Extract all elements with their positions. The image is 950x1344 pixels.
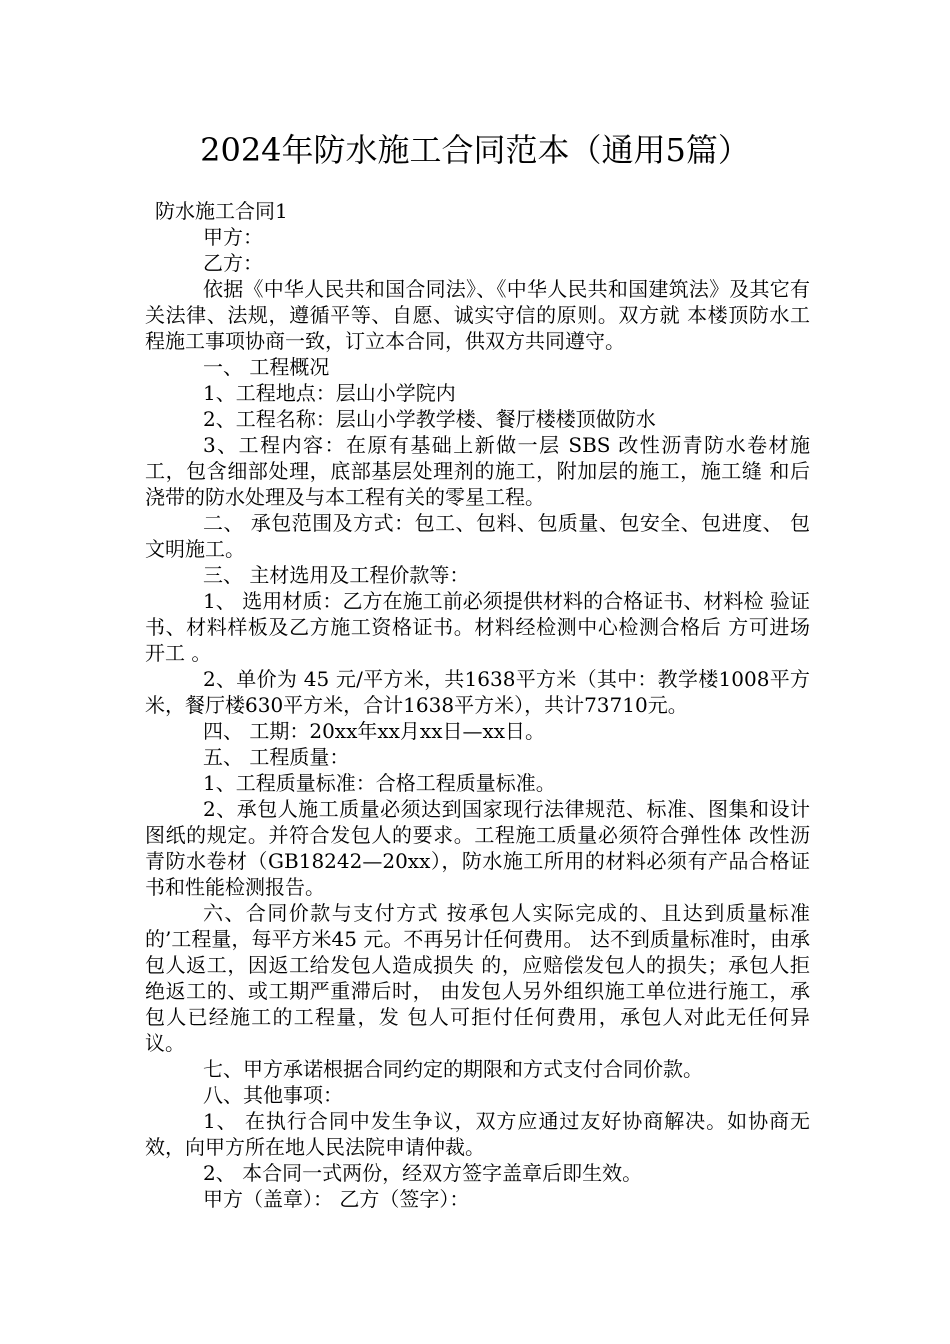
- party-b-line: 乙方：: [203, 251, 263, 275]
- clause-item: 3、工程内容：在原有基础上新做一层 SBS 改性沥青防水卷材施 工，包含细部处理，底部基层处理剂的施工，附加层的施工，施工缝 和后浇带的防水处理及与本工程有关的零星工程。: [145, 433, 810, 509]
- preamble-paragraph: 依据《中华人民共和国合同法》、《中华人民共和国建筑法》及其它有关法律、法规，遵循平等、自愿、诚实守信的原则。双方就 本楼顶防水工程施工事项协商一致，订立本合同，供双方共同遵守。: [145, 277, 810, 353]
- clause-heading: 八、其他事项：: [203, 1083, 343, 1107]
- clause-paragraph: 四、 工期：20xx年xx月xx日—xx日。: [203, 719, 546, 743]
- clause-paragraph: 七、甲方承诺根据合同约定的期限和方式支付合同价款。: [203, 1057, 703, 1081]
- clause-item: 1、 在执行合同中发生争议，双方应通过友好协商解决。如协商无效，向甲方所在地人民法院申请仲裁。: [145, 1109, 810, 1159]
- clause-heading: 一、 工程概况: [203, 355, 330, 379]
- document-title: 2024年防水施工合同范本（通用5篇）: [200, 131, 750, 169]
- clause-paragraph: 二、 承包范围及方式：包工、包料、包质量、包安全、包进度、 包文明施工。: [145, 511, 810, 561]
- clause-heading: 五、 工程质量：: [203, 745, 350, 769]
- document-body: [145, 198, 810, 1212]
- clause-item: 2、工程名称：层山小学教学楼、餐厅楼楼顶做防水: [203, 407, 656, 431]
- clause-paragraph: 六、合同价款与支付方式 按承包人实际完成的、且达到质量标准的’工程量，每平方米45 元。不再另计任何费用。 达不到质量标准时，由承包人返工，因返工给发包人造成损失 的，应赔偿发包人的损失；承包人拒绝返工的、或工期严重滞后时， 由发包人另外组织施工单位进行施工，承包人已经施工的工程量，发 包人可拒付任何费用，承包人对此无任何异议。: [145, 901, 810, 1055]
- clause-item: 2、承包人施工质量必须达到国家现行法律规范、标准、图集和设计 图纸的规定。并符合发包人的要求。工程施工质量必须符合弹性体 改性沥青防水卷材（GB18242—20xx），防水施工所用的材料必须有产品合格证书和性能检测报告。: [145, 797, 810, 899]
- signature-line: 甲方（盖章）： 乙方（签字）：: [203, 1187, 470, 1211]
- clause-item: 2、单价为 45 元/平方米，共1638平方米（其中：教学楼1008平方米，餐厅楼630平方米，合计1638平方米），共计73710元。: [145, 667, 810, 717]
- clause-heading: 三、 主材选用及工程价款等：: [203, 563, 470, 587]
- clause-item: 2、 本合同一式两份，经双方签字盖章后即生效。: [203, 1161, 643, 1185]
- clause-item: 1、工程质量标准：合格工程质量标准。: [203, 771, 556, 795]
- party-a-line: 甲方：: [203, 225, 263, 249]
- section-heading: 防水施工合同1: [155, 199, 288, 223]
- clause-item: 1、工程地点：层山小学院内: [203, 381, 456, 405]
- clause-item: 1、 选用材质：乙方在施工前必须提供材料的合格证书、材料检 验证书、材料样板及乙方施工资格证书。材料经检测中心检测合格后 方可进场开工 。: [145, 589, 810, 665]
